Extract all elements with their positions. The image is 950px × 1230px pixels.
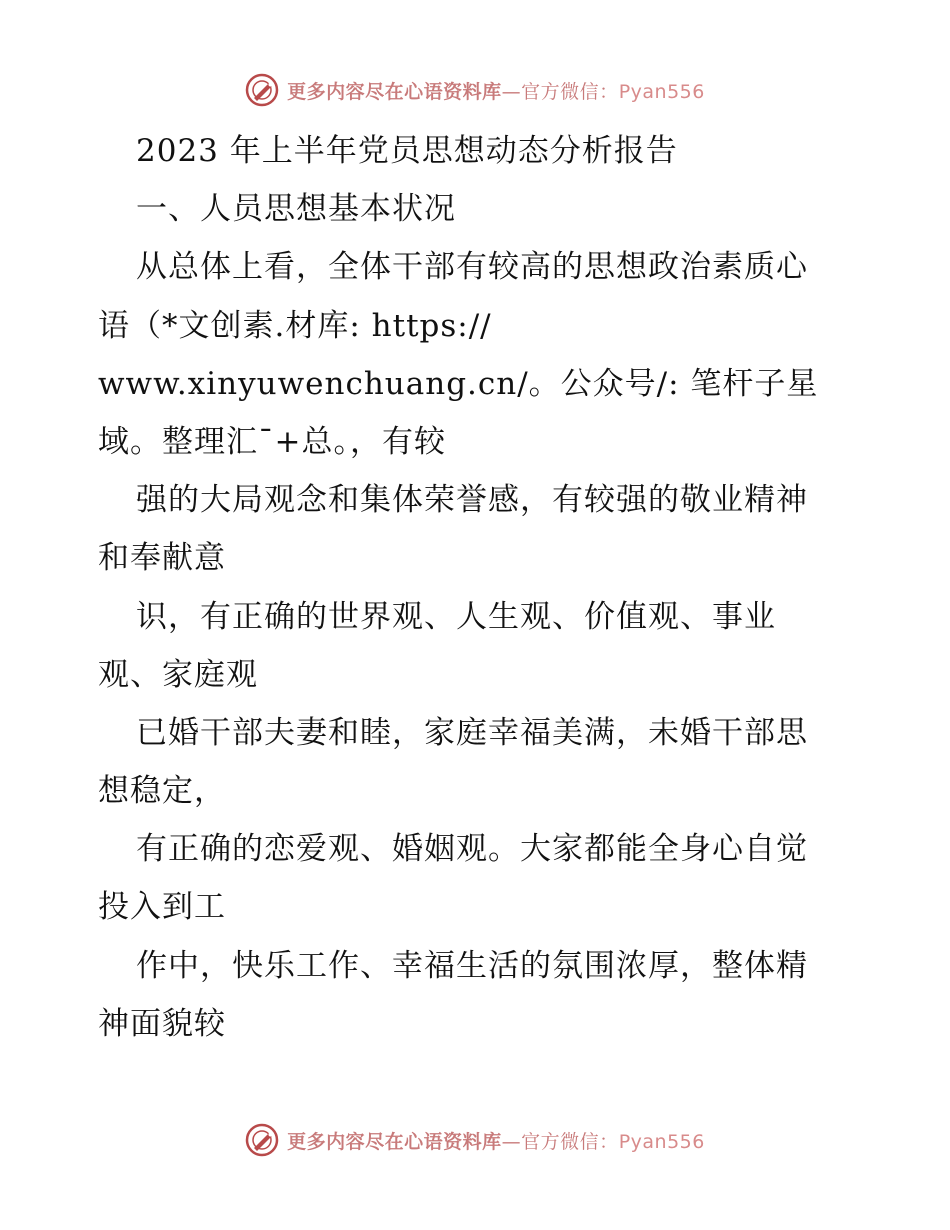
stamp-logo-icon: [245, 73, 279, 107]
document-body: [98, 122, 858, 1053]
paragraph-line: 强的大局观念和集体荣誉感，有较强的敬业精神: [136, 482, 808, 519]
paragraph-line: www.xinyuwenchuang.cn/。公众号/: 笔杆子星: [98, 365, 819, 402]
banner-wechat-id: Pyan556: [618, 1130, 705, 1153]
banner-site: 更多内容尽在心语资料库: [287, 80, 502, 103]
paragraph-line: 和奉献意: [98, 540, 226, 577]
paragraph-line: 域。整理汇¯+总。，有较: [98, 423, 446, 460]
paragraph-line: 作中，快乐工作、幸福生活的氛围浓厚，整体精: [136, 947, 808, 984]
paragraph-line: 有正确的恋爱观、婚姻观。大家都能全身心自觉: [136, 831, 808, 868]
paragraph-line: 神面貌较: [98, 1005, 226, 1042]
banner-label: 官方微信：: [521, 80, 619, 103]
paragraph-line: 想稳定，: [98, 773, 226, 810]
banner-site: 更多内容尽在心语资料库: [287, 1130, 502, 1153]
banner-label: 官方微信：: [521, 1130, 619, 1153]
banner-text: [287, 1127, 705, 1154]
paragraph-line: 已婚干部夫妻和睦，家庭幸福美满，未婚干部思: [136, 714, 808, 751]
banner-wechat-id: Pyan556: [618, 80, 705, 103]
banner-dash: —: [501, 80, 522, 103]
stamp-logo-icon: [245, 1123, 279, 1157]
paragraph-line: 语（*文创素.材库: https://: [98, 307, 492, 344]
paragraph-line: 投入到工: [98, 889, 226, 926]
section-heading: 一、人员思想基本状况: [136, 191, 456, 228]
document-title: 2023 年上半年党员思想动态分析报告: [136, 133, 678, 169]
footer-watermark-banner: [0, 1120, 950, 1160]
paragraph-line: 识，有正确的世界观、人生观、价值观、事业: [136, 598, 776, 635]
paragraph-line: 从总体上看，全体干部有较高的思想政治素质心: [136, 249, 808, 286]
header-watermark-banner: [0, 70, 950, 110]
banner-text: [287, 77, 705, 104]
paragraph-line: 观、家庭观: [98, 656, 258, 693]
banner-dash: —: [501, 1130, 522, 1153]
